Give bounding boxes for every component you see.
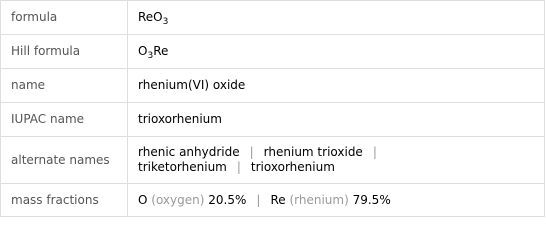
name-value: rhenium(VI) oxide [128, 69, 545, 103]
hill-formula-subscript: 3 [147, 51, 154, 61]
hill-formula-symbol-o: O [138, 44, 148, 58]
mass-fraction-percent: 79.5% [352, 192, 391, 207]
formula-label: formula [1, 1, 128, 35]
mass-fraction-element: (oxygen) [151, 192, 205, 207]
alternate-names-value [128, 137, 545, 184]
iupac-name-label: IUPAC name [1, 103, 128, 137]
hill-formula-symbol-re: Re [153, 44, 169, 58]
mass-fractions-label: mass fractions [1, 184, 128, 217]
alternate-name: rhenic anhydride [138, 145, 240, 159]
formula-symbol: ReO [138, 10, 163, 24]
mass-fraction-element: (rhenium) [289, 192, 349, 207]
row-mass-fractions [1, 184, 545, 217]
row-iupac-name [1, 103, 545, 137]
alternate-names-line-1 [138, 145, 534, 160]
mass-fractions-value [128, 184, 545, 217]
hill-formula-label: Hill formula [1, 35, 128, 69]
alternate-name: triketorhenium [138, 160, 227, 174]
name-separator: | [372, 145, 377, 159]
row-formula [1, 1, 545, 35]
mass-fraction-symbol: O [138, 192, 148, 207]
formula-subscript: 3 [162, 17, 169, 27]
alternate-names-line-2 [138, 160, 534, 175]
row-name [1, 69, 545, 103]
fraction-separator: | [256, 192, 261, 207]
alternate-name: trioxorhenium [250, 160, 335, 174]
name-separator: | [236, 160, 241, 174]
name-label: name [1, 69, 128, 103]
mass-fraction-percent: 20.5% [208, 192, 247, 207]
alternate-names-label: alternate names [1, 137, 128, 184]
iupac-name-value: trioxorhenium [128, 103, 545, 137]
mass-fraction-symbol: Re [270, 192, 286, 207]
hill-formula-value [128, 35, 545, 69]
row-hill-formula [1, 35, 545, 69]
name-separator: | [249, 145, 254, 159]
alternate-name: rhenium trioxide [263, 145, 363, 159]
formula-value [128, 1, 545, 35]
row-alternate-names [1, 137, 545, 184]
